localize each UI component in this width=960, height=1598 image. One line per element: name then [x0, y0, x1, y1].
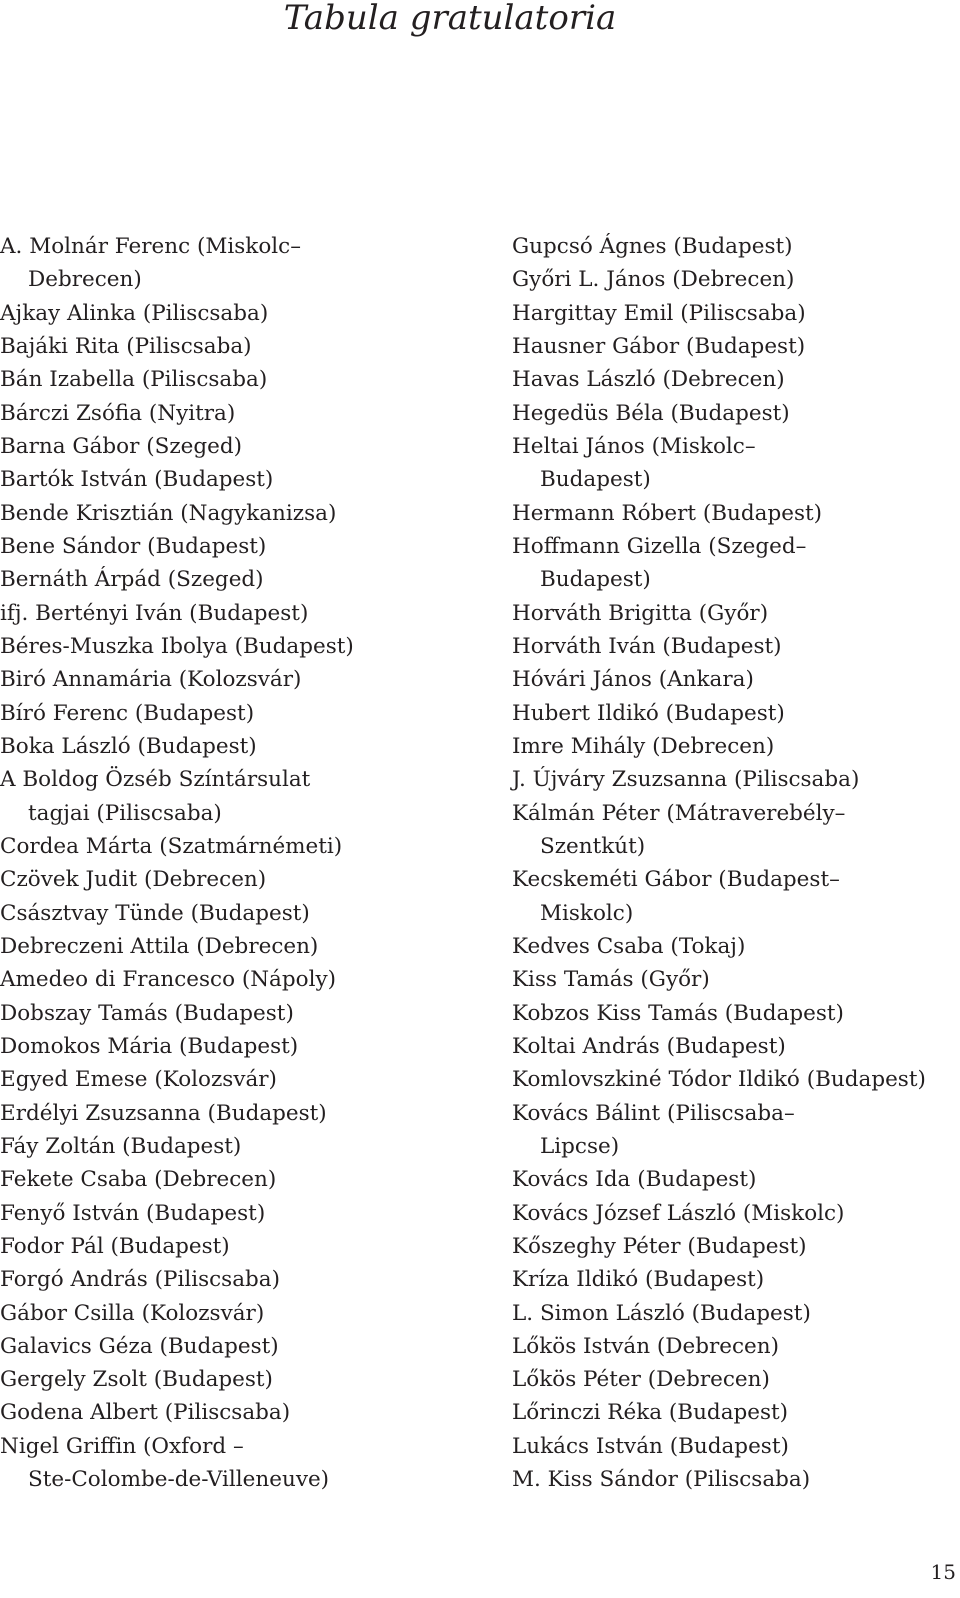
name-entry-line: Bajáki Rita (Piliscsaba) [0, 333, 252, 359]
name-entry [512, 697, 926, 730]
name-entry [0, 897, 354, 930]
name-entry-line: Lőkös Péter (Debrecen) [512, 1367, 770, 1393]
name-entry-line: Koltai András (Budapest) [512, 1033, 786, 1059]
name-entry-line: Bernáth Árpád (Szeged) [0, 567, 264, 593]
name-entry [512, 863, 926, 930]
name-entry [512, 797, 926, 864]
name-entry-line: Hausner Gábor (Budapest) [512, 333, 806, 359]
name-entry-line: Hoffmann Gizella (Szeged– [512, 533, 807, 559]
name-entry [512, 1230, 926, 1263]
name-entry [512, 1463, 926, 1496]
name-entry [512, 1163, 926, 1196]
name-entry [0, 697, 354, 730]
name-entry [512, 663, 926, 696]
name-entry-line: Fodor Pál (Budapest) [0, 1233, 230, 1259]
name-entry [512, 1430, 926, 1463]
name-entry-line: Dobszay Tamás (Budapest) [0, 1000, 294, 1026]
name-entry [512, 1330, 926, 1363]
name-entry [0, 1263, 354, 1296]
name-entry-line: Lőrinczi Réka (Budapest) [512, 1400, 789, 1426]
name-entry-line: Cordea Márta (Szatmárnémeti) [0, 833, 343, 859]
name-entry [0, 1297, 354, 1330]
name-entry-line: Galavics Géza (Budapest) [0, 1333, 279, 1359]
name-entry-line: Kálmán Péter (Mátraverebély– [512, 800, 846, 826]
name-entry-line: Hermann Róbert (Budapest) [512, 500, 823, 526]
name-entry-line: Kedves Csaba (Tokaj) [512, 933, 746, 959]
name-entry-line: M. Kiss Sándor (Piliscsaba) [512, 1467, 811, 1493]
name-entry [512, 997, 926, 1030]
name-entry-line: Bartók István (Budapest) [0, 467, 274, 493]
name-entry-line: Gupcsó Ágnes (Budapest) [512, 234, 793, 259]
name-entry [512, 597, 926, 630]
name-entry [0, 563, 354, 596]
name-entry-continuation: Szentkút) [540, 833, 646, 859]
name-entry-line: Bíró Ferenc (Budapest) [0, 700, 255, 726]
name-entry [0, 1430, 354, 1497]
name-entry [0, 1097, 354, 1130]
name-entry-line: Forgó András (Piliscsaba) [0, 1267, 280, 1293]
name-entry [0, 330, 354, 363]
name-entry [512, 963, 926, 996]
name-entry [0, 297, 354, 330]
name-entry-line: Béres-Muszka Ibolya (Budapest) [0, 633, 354, 659]
name-entry-line: Hubert Ildikó (Budapest) [512, 700, 785, 726]
name-entry-line: Gergely Zsolt (Budapest) [0, 1367, 273, 1393]
name-entry-line: Kobzos Kiss Tamás (Budapest) [512, 1000, 844, 1026]
name-entry [512, 230, 926, 263]
name-entry [512, 297, 926, 330]
name-entry-line: Bende Krisztián (Nagykanizsa) [0, 500, 337, 526]
name-entry [0, 763, 354, 830]
name-entry [0, 730, 354, 763]
name-entry [0, 363, 354, 396]
name-entry-line: Boka László (Budapest) [0, 733, 257, 759]
name-entry-line: Hargittay Emil (Piliscsaba) [512, 300, 806, 326]
name-entry-continuation: Miskolc) [540, 900, 634, 926]
name-entry-line: Horváth Iván (Budapest) [512, 633, 782, 659]
name-entry [0, 230, 354, 297]
name-entry [512, 763, 926, 796]
name-entry-line: Horváth Brigitta (Győr) [512, 600, 769, 626]
name-entry-line: Hegedüs Béla (Budapest) [512, 400, 790, 426]
name-entry [512, 930, 926, 963]
name-entry-line: Havas László (Debrecen) [512, 367, 785, 393]
name-entry [0, 930, 354, 963]
name-entry-line: Imre Mihály (Debrecen) [512, 733, 775, 759]
name-entry [0, 397, 354, 430]
name-entry-line: Czövek Judit (Debrecen) [0, 867, 267, 893]
name-entry-line: Bárczi Zsófia (Nyitra) [0, 400, 236, 426]
name-entry-line: Bán Izabella (Piliscsaba) [0, 367, 268, 393]
name-entry-line: Kovács Bálint (Piliscsaba– [512, 1100, 795, 1126]
name-entry [0, 997, 354, 1030]
name-entry-line: Fáy Zoltán (Budapest) [0, 1133, 242, 1159]
name-entry-line: Kőszeghy Péter (Budapest) [512, 1233, 807, 1259]
name-entry [512, 630, 926, 663]
name-entry-line: Heltai János (Miskolc– [512, 433, 756, 459]
name-entry [0, 1230, 354, 1263]
name-entry [0, 1163, 354, 1196]
name-entry-continuation: Budapest) [540, 567, 651, 593]
name-entry-line: L. Simon László (Budapest) [512, 1300, 811, 1326]
name-entry-line: Bene Sándor (Budapest) [0, 533, 267, 559]
name-entry-line: Erdélyi Zsuzsanna (Budapest) [0, 1100, 327, 1126]
name-entry-line: Godena Albert (Piliscsaba) [0, 1400, 291, 1426]
name-entry [512, 1097, 926, 1164]
name-entry [512, 1030, 926, 1063]
name-entry-line: Győri L. János (Debrecen) [512, 267, 795, 293]
name-entry-line: Debreczeni Attila (Debrecen) [0, 933, 319, 959]
name-entry [0, 530, 354, 563]
name-entry-line: Nigel Griffin (Oxford – [0, 1433, 244, 1459]
page-title: Tabula gratulatoria [283, 0, 617, 38]
name-entry [512, 330, 926, 363]
name-entry [512, 263, 926, 296]
name-entry [512, 530, 926, 597]
name-entry-line: Gábor Csilla (Kolozsvár) [0, 1300, 265, 1326]
name-entry [0, 1396, 354, 1429]
name-entry-line: Kecskeméti Gábor (Budapest– [512, 867, 840, 893]
name-entry [0, 1330, 354, 1363]
name-entry-line: Kovács Ida (Budapest) [512, 1167, 757, 1193]
name-entry [512, 430, 926, 497]
name-entry [0, 430, 354, 463]
name-entry-line: A Boldog Özséb Színtársulat [0, 767, 311, 793]
name-entry-line: Fekete Csaba (Debrecen) [0, 1167, 277, 1193]
name-entry [512, 1363, 926, 1396]
name-entry-continuation: Budapest) [540, 467, 651, 493]
name-entry-line: Fenyő István (Budapest) [0, 1200, 266, 1226]
name-entry [0, 497, 354, 530]
name-entry [0, 630, 354, 663]
name-entry [0, 1130, 354, 1163]
name-entry [0, 1030, 354, 1063]
name-entry [0, 1363, 354, 1396]
name-entry-line: Biró Annamária (Kolozsvár) [0, 667, 302, 693]
name-entry-line: Ajkay Alinka (Piliscsaba) [0, 300, 269, 326]
name-entry [0, 963, 354, 996]
name-entry [512, 1063, 926, 1096]
name-entry [512, 397, 926, 430]
name-entry-line: A. Molnár Ferenc (Miskolc– [0, 234, 301, 259]
name-entry [512, 1263, 926, 1296]
name-entry [512, 497, 926, 530]
name-entry-continuation: Lipcse) [540, 1133, 620, 1159]
name-entry-line: Hóvári János (Ankara) [512, 667, 754, 693]
name-entry-line: Kiss Tamás (Győr) [512, 967, 710, 993]
name-entry-continuation: tagjai (Piliscsaba) [28, 800, 222, 826]
left-name-column [0, 230, 354, 1496]
name-entry-continuation: Debrecen) [28, 267, 142, 293]
name-entry-line: Egyed Emese (Kolozsvár) [0, 1067, 277, 1093]
name-entry-line: ifj. Bertényi Iván (Budapest) [0, 600, 309, 626]
name-entry [512, 363, 926, 396]
right-name-column [512, 230, 926, 1496]
name-entry-line: Komlovszkiné Tódor Ildikó (Budapest) [512, 1067, 926, 1093]
name-entry-line: Amedeo di Francesco (Nápoly) [0, 967, 336, 993]
name-entry-line: Kovács József László (Miskolc) [512, 1200, 845, 1226]
name-entry [0, 830, 354, 863]
name-entry [0, 463, 354, 496]
name-entry [512, 1297, 926, 1330]
page-number: 15 [930, 1560, 956, 1584]
name-entry-line: Domokos Mária (Budapest) [0, 1033, 299, 1059]
name-entry-line: Lőkös István (Debrecen) [512, 1333, 779, 1359]
name-entry-line: Császtvay Tünde (Budapest) [0, 900, 310, 926]
name-entry-line: J. Újváry Zsuzsanna (Piliscsaba) [512, 767, 860, 793]
name-entry [512, 730, 926, 763]
name-entry [512, 1197, 926, 1230]
name-entry-line: Lukács István (Budapest) [512, 1433, 789, 1459]
name-entry-line: Kríza Ildikó (Budapest) [512, 1267, 765, 1293]
name-entry [0, 597, 354, 630]
name-entry-line: Barna Gábor (Szeged) [0, 433, 243, 459]
name-entry [0, 1197, 354, 1230]
name-entry-continuation: Ste-Colombe-de-Villeneuve) [28, 1467, 330, 1493]
name-entry [0, 663, 354, 696]
name-entry [0, 1063, 354, 1096]
name-entry [0, 863, 354, 896]
name-entry [512, 1396, 926, 1429]
